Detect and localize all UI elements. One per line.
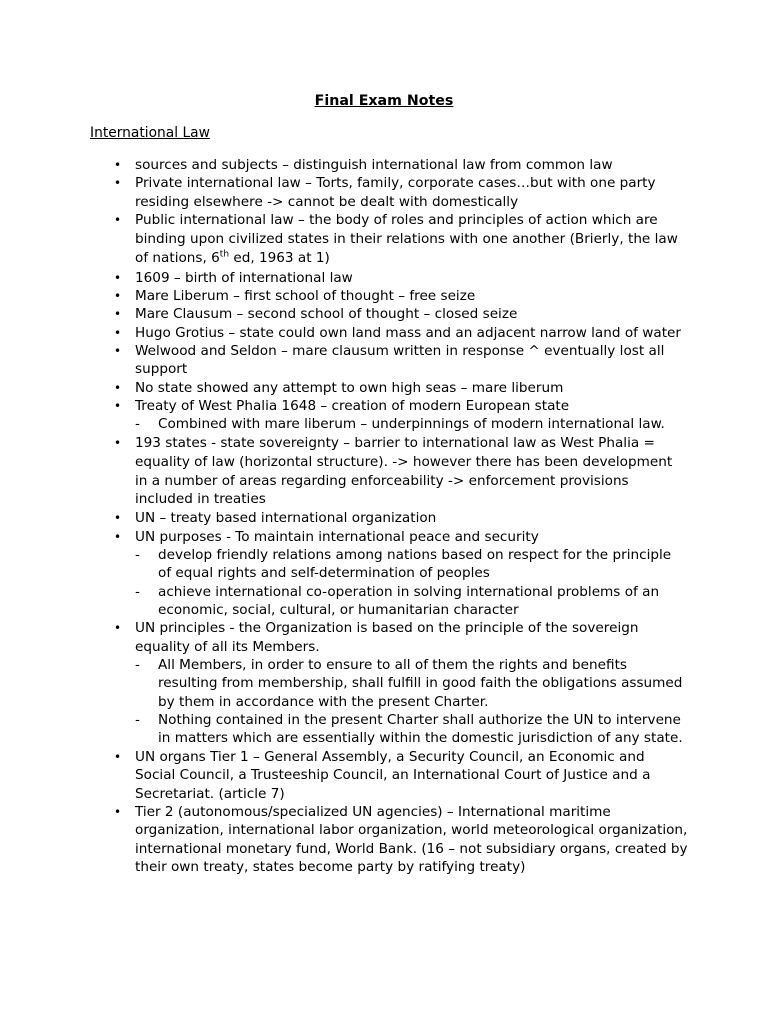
bullet-icon: •: [114, 621, 122, 636]
superscript: th: [219, 249, 230, 260]
sub-list-item-text: develop friendly relations among nations based on respect for the principle of equal rights and self-determination of peoples: [158, 547, 672, 582]
list-item: [0, 434, 768, 510]
list-item: [0, 211, 768, 269]
sub-list-item: [135, 656, 688, 711]
bullet-icon: •: [114, 435, 122, 450]
sub-list: [135, 415, 688, 433]
list-item: [0, 803, 768, 876]
dash-icon: -: [135, 712, 140, 729]
sub-list: [135, 546, 688, 619]
sub-list-item-text: achieve international co-operation in solving international problems of an economic, social, cultural, or humanitarian character: [158, 583, 660, 619]
bullet-icon: •: [114, 158, 122, 172]
document-title: Final Exam Notes: [314, 93, 454, 109]
list-item-text: UN organs Tier 1 – General Assembly, a Security Council, an Economic and Social Council, a Trusteeship Council, an International Court of Justice and a Secretariat. (article 7): [135, 748, 651, 802]
list-item: [0, 324, 768, 342]
list-item: [0, 269, 768, 287]
bullet-icon: •: [114, 270, 122, 285]
list-item: [0, 287, 768, 305]
list-item-text: Treaty of West Phalia 1648 – creation of modern European state: [135, 398, 570, 415]
section-heading: International Law: [90, 125, 210, 141]
notes-list: [0, 156, 768, 876]
list-item-text: Tier 2 (autonomous/specialized UN agencies) – International maritime organization, international labor organization, world meteorological organization, international monetary fund, World Bank. (16 – not subsidiary organs, created by their own treaty, states become party by ratifying treaty): [135, 803, 688, 875]
bullet-icon: •: [114, 511, 122, 526]
dash-icon: -: [135, 416, 140, 433]
list-item: [0, 305, 768, 323]
list-item: [0, 342, 768, 379]
list-item: [0, 156, 768, 174]
list-item: [0, 397, 768, 434]
sub-list-item-text: All Members, in order to ensure to all of them the rights and benefits resulting from membership, shall fulfill in good faith the obligations assumed by them in accordance with the present Charter.: [158, 657, 683, 710]
bullet-icon: •: [114, 307, 122, 322]
list-item-text: Public international law – the body of roles and principles of action which are binding upon civilized states in their relations with one another (Brierly, the law of nations, 6: [135, 212, 678, 267]
sub-list-item: [135, 583, 688, 620]
sub-list: [135, 656, 688, 748]
list-item-text: UN principles - the Organization is based on the principle of the sovereign equality of all its Members.: [135, 620, 639, 655]
list-item-text: Welwood and Seldon – mare clausum written in response ^ eventually lost all support: [135, 343, 665, 378]
list-item-text: UN purposes - To maintain international peace and security: [135, 528, 539, 545]
bullet-icon: •: [114, 344, 122, 359]
bullet-icon: •: [114, 749, 122, 764]
list-item: [0, 619, 768, 747]
sub-list-item-text: Combined with mare liberum – underpinnings of modern international law.: [158, 416, 665, 433]
list-item: [0, 528, 768, 620]
list-item-text: Mare Clausum – second school of thought – closed seize: [135, 306, 518, 323]
bullet-icon: •: [114, 804, 122, 819]
sub-list-item-text: Nothing contained in the present Charter shall authorize the UN to intervene in matters which are essentially within the domestic jurisdiction of any state.: [158, 712, 683, 747]
sub-list-item: [135, 711, 688, 748]
bullet-icon: •: [114, 399, 122, 414]
dash-icon: -: [135, 547, 140, 564]
list-item-text: Hugo Grotius – state could own land mass and an adjacent narrow land of water: [135, 324, 681, 341]
bullet-icon: •: [114, 529, 122, 544]
bullet-icon: •: [114, 380, 122, 395]
list-item-text: 193 states - state sovereignty – barrier to international law as West Phalia = equality of law (horizontal structure). -> however there has been development in a number of areas regarding enforceability -> enforcement provisions included in treaties: [135, 434, 673, 508]
bullet-icon: •: [114, 325, 122, 340]
bullet-icon: •: [114, 213, 122, 228]
list-item: [0, 509, 768, 527]
list-item-text: sources and subjects – distinguish international law from common law: [135, 157, 613, 173]
bullet-icon: •: [114, 288, 122, 303]
list-item-text: Private international law – Torts, family, corporate cases…but with one party residing elsewhere -> cannot be dealt with domestically: [135, 175, 656, 210]
bullet-icon: •: [114, 176, 122, 191]
sub-list-item: [135, 546, 688, 583]
list-item-text: Mare Liberum – first school of thought – free seize: [135, 287, 476, 304]
list-item: [0, 174, 768, 211]
list-item: [0, 379, 768, 397]
list-item-text: No state showed any attempt to own high seas – mare liberum: [135, 379, 564, 396]
list-item-text-cont: ed, 1963 at 1): [229, 250, 330, 267]
list-item-text: 1609 – birth of international law: [135, 269, 353, 286]
list-item: [0, 748, 768, 803]
list-item-text: UN – treaty based international organization: [135, 510, 437, 527]
dash-icon: -: [135, 657, 140, 674]
dash-icon: -: [135, 583, 140, 600]
sub-list-item: [135, 415, 688, 433]
